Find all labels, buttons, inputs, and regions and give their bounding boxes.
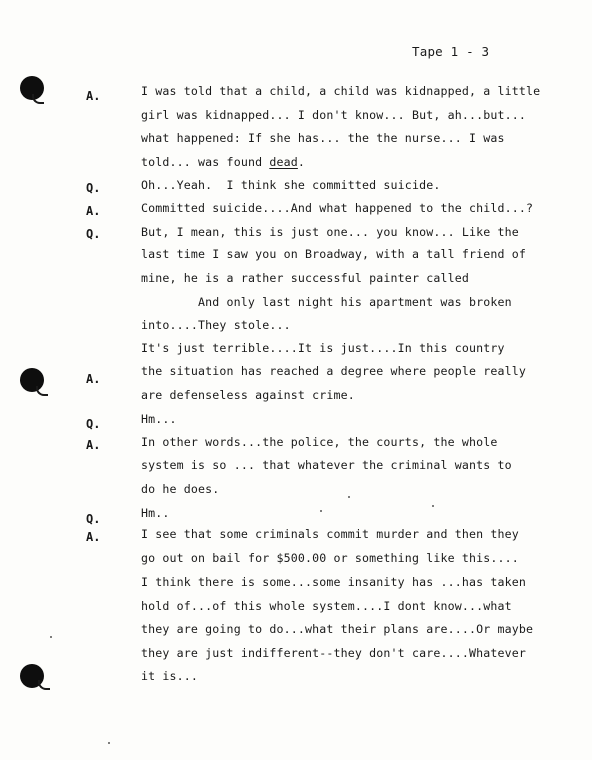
tape-page-label: Tape 1 - 3 <box>412 44 490 59</box>
transcript-line: I see that some criminals commit murder and then they <box>141 527 519 541</box>
underlined-word: dead <box>269 155 298 169</box>
punctuation: . <box>297 155 306 169</box>
speaker-label: A. <box>86 438 101 452</box>
transcript-line: it is... <box>141 669 199 683</box>
scan-speck <box>50 636 52 638</box>
transcript-text: told... was found <box>141 155 270 169</box>
transcript-line: they are just indifferent--they don't care....Whatever <box>141 646 527 660</box>
transcript-line: In other words...the police, the courts, the whole <box>141 435 498 449</box>
scan-speck <box>108 742 110 744</box>
speaker-label: Q. <box>86 181 101 195</box>
speaker-label: Q. <box>86 417 101 431</box>
transcript-line: girl was kidnapped... I don't know... But, ah...but... <box>141 108 527 122</box>
transcript-line: I was told that a child, a child was kidnapped, a little <box>141 84 541 98</box>
transcript-line: do he does. <box>141 482 220 496</box>
transcript-line: the situation has reached a degree where people really <box>141 364 527 378</box>
transcript-line: Hm.. <box>141 506 170 520</box>
transcript-line: what happened: If she has... the the nurse... I was <box>141 131 505 145</box>
transcript-line <box>141 155 305 169</box>
transcript-line: hold of...of this whole system....I dont know...what <box>141 599 512 613</box>
scan-speck <box>348 496 350 498</box>
speaker-label: A. <box>86 204 101 218</box>
transcript-line: are defenseless against crime. <box>141 388 355 402</box>
transcript-line: system is so ... that whatever the criminal wants to <box>141 458 512 472</box>
transcript-line: last time I saw you on Broadway, with a tall friend of <box>141 247 527 261</box>
transcript-line: go out on bail for $500.00 or something like this.... <box>141 551 519 565</box>
transcript-line: mine, he is a rather successful painter called <box>141 271 469 285</box>
speaker-label: A. <box>86 530 101 544</box>
scan-speck <box>432 505 434 507</box>
transcript-line: they are going to do...what their plans are....Or maybe <box>141 622 534 636</box>
speaker-label: A. <box>86 372 101 386</box>
transcript-line: But, I mean, this is just one... you know... Like the <box>141 225 519 239</box>
punch-hole-bottom-tear <box>38 680 50 690</box>
speaker-label: Q. <box>86 512 101 526</box>
transcript-line: I think there is some...some insanity has ...has taken <box>141 575 527 589</box>
scan-speck <box>320 510 322 512</box>
speaker-label: Q. <box>86 227 101 241</box>
punch-hole-middle-tear <box>36 386 48 396</box>
transcript-line: And only last night his apartment was broken <box>198 295 512 309</box>
transcript-line: into....They stole... <box>141 318 291 332</box>
punch-hole-top-tear <box>32 94 44 104</box>
transcript-line: Oh...Yeah. I think she committed suicide. <box>141 178 441 192</box>
transcript-line: Hm... <box>141 412 177 426</box>
speaker-label: A. <box>86 89 101 103</box>
transcript-line: It's just terrible....It is just....In this country <box>141 341 505 355</box>
transcript-line: Committed suicide....And what happened to the child...? <box>141 201 534 215</box>
